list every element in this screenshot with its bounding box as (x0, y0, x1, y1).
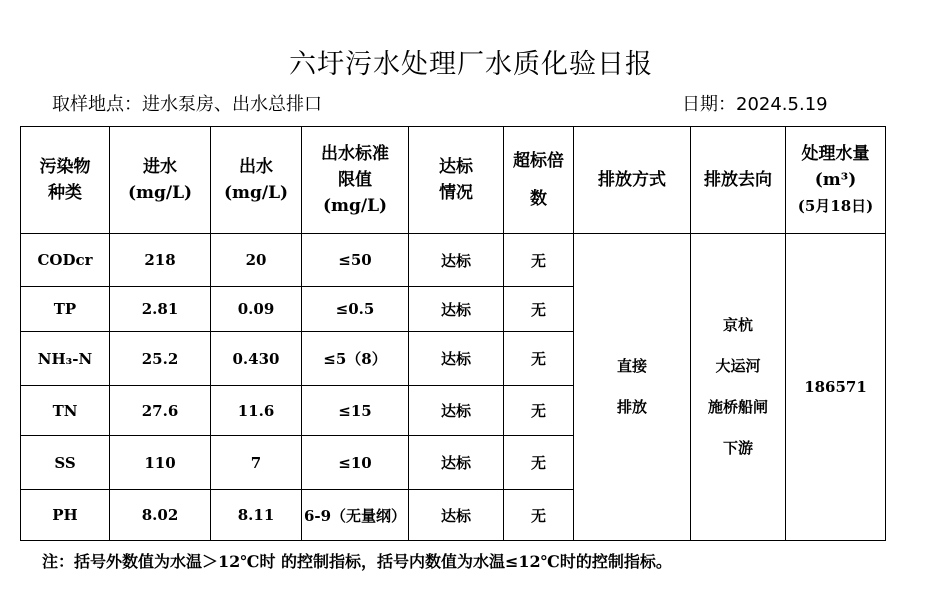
report-title: 六圩污水处理厂水质化验日报 (289, 49, 653, 80)
pollutant-cell: TN (21, 386, 110, 436)
header-discharge-destination: 排放去向 (691, 127, 786, 234)
header-limit: 出水标准 限值 (mg/L) (302, 127, 409, 234)
outflow-cell: 0.430 (211, 332, 302, 386)
limit-cell: 6-9（无量纲） (302, 490, 409, 541)
outflow-cell: 20 (211, 234, 302, 287)
header-exceed: 超标倍 数 (504, 127, 574, 234)
compliance-cell: 达标 (409, 234, 504, 287)
pollutant-cell: TP (21, 287, 110, 332)
compliance-cell: 达标 (409, 287, 504, 332)
inflow-cell: 218 (110, 234, 211, 287)
inflow-cell: 110 (110, 436, 211, 490)
exceed-cell: 无 (504, 234, 574, 287)
exceed-cell: 无 (504, 490, 574, 541)
outflow-cell: 11.6 (211, 386, 302, 436)
outflow-cell: 7 (211, 436, 302, 490)
pollutant-cell: PH (21, 490, 110, 541)
exceed-cell: 无 (504, 287, 574, 332)
footnote: 注：括号外数值为水温＞12℃时 的控制指标，括号内数值为水温≤12℃时的控制指标。 (42, 552, 672, 571)
compliance-cell: 达标 (409, 386, 504, 436)
compliance-cell: 达标 (409, 332, 504, 386)
header-row (21, 127, 886, 234)
limit-cell: ≤15 (302, 386, 409, 436)
header-volume: 处理水量 (m³) (5月18日) (786, 127, 886, 234)
limit-cell: ≤10 (302, 436, 409, 490)
exceed-cell: 无 (504, 332, 574, 386)
inflow-cell: 8.02 (110, 490, 211, 541)
outflow-cell: 0.09 (211, 287, 302, 332)
inflow-cell: 25.2 (110, 332, 211, 386)
limit-cell: ≤50 (302, 234, 409, 287)
header-pollutant: 污染物 种类 (21, 127, 110, 234)
table-row (21, 234, 886, 287)
outflow-cell: 8.11 (211, 490, 302, 541)
header-outflow: 出水 (mg/L) (211, 127, 302, 234)
exceed-cell: 无 (504, 436, 574, 490)
pollutant-cell: SS (21, 436, 110, 490)
sampling-location: 取样地点：进水泵房、出水总排口 (52, 94, 322, 115)
inflow-cell: 2.81 (110, 287, 211, 332)
header-compliance: 达标 情况 (409, 127, 504, 234)
inflow-cell: 27.6 (110, 386, 211, 436)
report-date: 日期：2024.5.19 (682, 94, 828, 115)
treated-volume-cell: 186571 (786, 234, 886, 541)
compliance-cell: 达标 (409, 490, 504, 541)
pollutant-cell: NH₃-N (21, 332, 110, 386)
discharge-destination-cell: 京杭 大运河 施桥船闸 下游 (691, 234, 786, 541)
water-quality-table (20, 126, 886, 541)
exceed-cell: 无 (504, 386, 574, 436)
limit-cell: ≤0.5 (302, 287, 409, 332)
header-discharge-method: 排放方式 (574, 127, 691, 234)
discharge-method-cell: 直接 排放 (574, 234, 691, 541)
limit-cell: ≤5（8） (302, 332, 409, 386)
compliance-cell: 达标 (409, 436, 504, 490)
pollutant-cell: CODcr (21, 234, 110, 287)
header-inflow: 进水 (mg/L) (110, 127, 211, 234)
